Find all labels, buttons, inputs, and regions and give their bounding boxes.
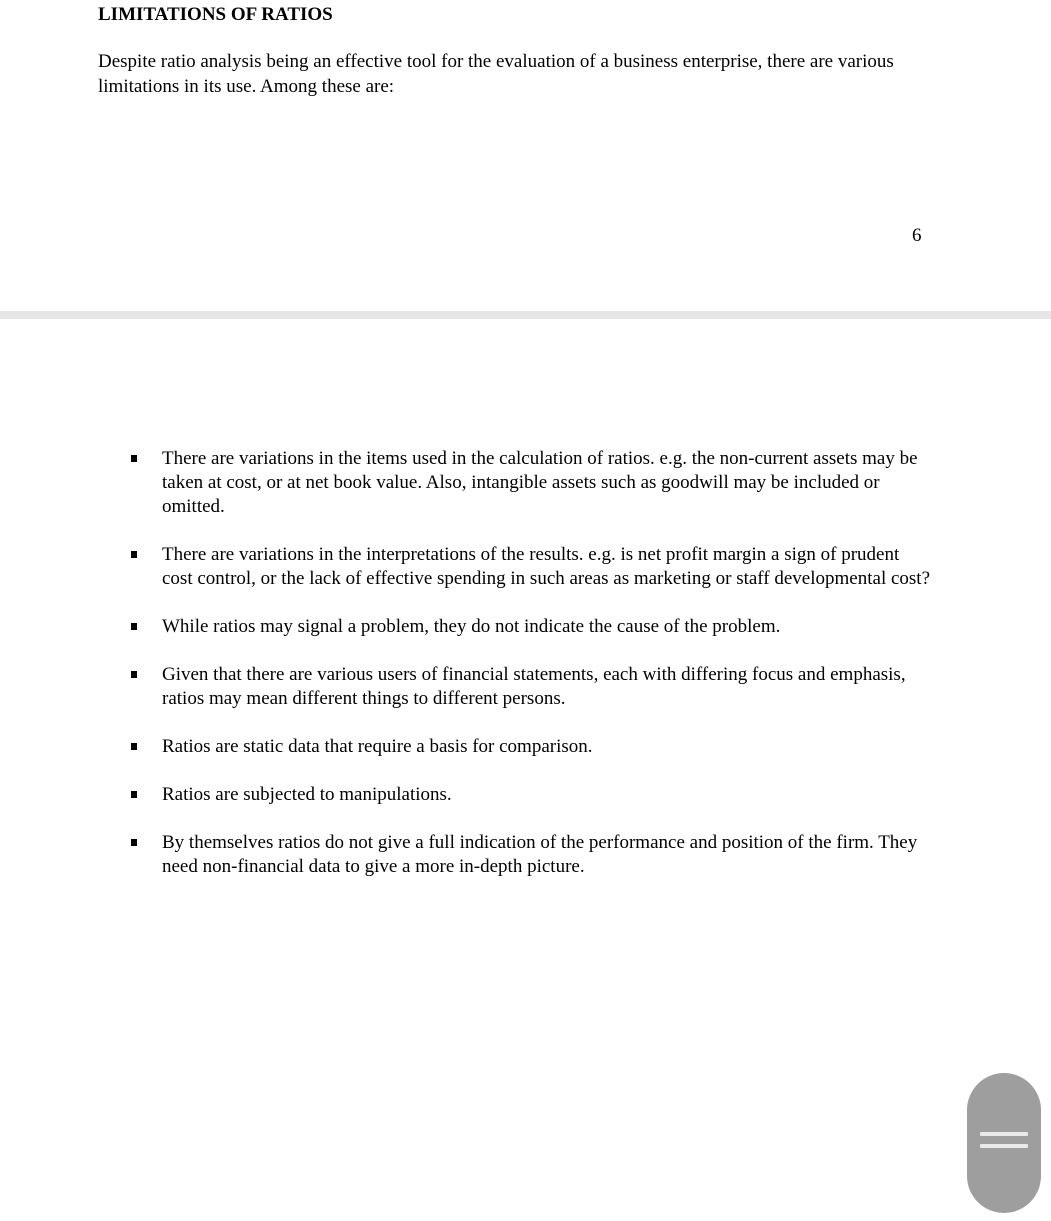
limitations-list xyxy=(130,447,930,903)
page-separator xyxy=(0,311,1051,319)
square-bullet-icon xyxy=(131,791,137,798)
scroll-handle[interactable] xyxy=(967,1073,1041,1213)
list-item-text: While ratios may signal a problem, they do not indicate the cause of the problem. xyxy=(162,616,781,637)
list-item-text: By themselves ratios do not give a full indication of the performance and position of the firm. They need non-financial data to give a more in-depth picture. xyxy=(162,832,918,877)
list-item-text: There are variations in the interpretations of the results. e.g. is net profit margin a sign of prudent cost control, or the lack of effective spending in such areas as marketing or staff developmental cost? xyxy=(162,544,931,589)
section-heading: LIMITATIONS OF RATIOS xyxy=(98,4,333,25)
list-item-text: Ratios are subjected to manipulations. xyxy=(162,784,452,805)
list-item xyxy=(130,831,930,879)
intro-paragraph: Despite ratio analysis being an effective tool for the evaluation of a business enterprise, there are various limitations in its use. Among these are: xyxy=(98,51,894,97)
square-bullet-icon xyxy=(131,743,137,750)
square-bullet-icon xyxy=(131,623,137,630)
list-item xyxy=(130,543,930,591)
list-item xyxy=(130,447,930,519)
square-bullet-icon xyxy=(131,551,137,558)
square-bullet-icon xyxy=(131,839,137,846)
square-bullet-icon xyxy=(131,671,137,678)
page-number: 6 xyxy=(912,225,922,246)
page-top xyxy=(0,0,1051,311)
list-item-text: There are variations in the items used in the calculation of ratios. e.g. the non-current assets may be taken at cost, or at net book value. Also, intangible assets such as goodwill may be included or omitted. xyxy=(162,448,918,517)
list-item xyxy=(130,735,930,759)
page-bottom xyxy=(0,319,1051,1221)
list-item xyxy=(130,615,930,639)
square-bullet-icon xyxy=(131,455,137,462)
list-item xyxy=(130,783,930,807)
list-item-text: Ratios are static data that require a basis for comparison. xyxy=(162,736,593,757)
list-item xyxy=(130,663,930,711)
list-item-text: Given that there are various users of financial statements, each with differing focus and emphasis, ratios may mean different things to different persons. xyxy=(162,664,906,709)
